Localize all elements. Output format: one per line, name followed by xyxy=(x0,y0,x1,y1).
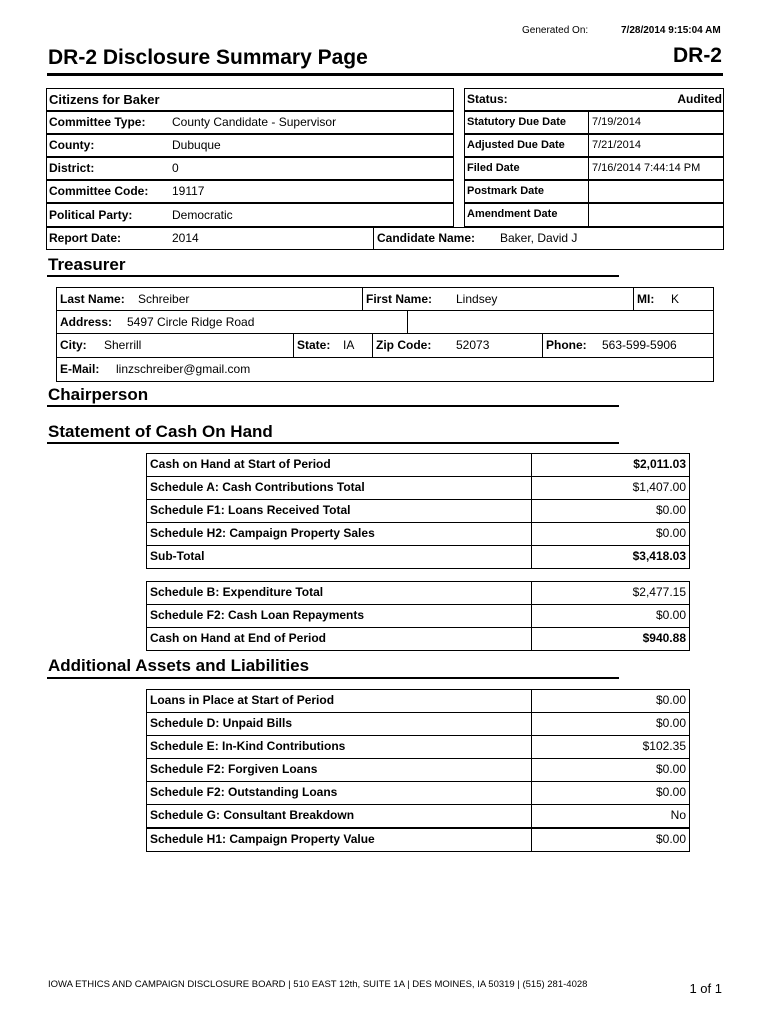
cash-row-value: $940.88 xyxy=(531,627,690,651)
assets-rule xyxy=(47,677,619,679)
row-county xyxy=(46,134,454,157)
filed-date-value: 7/16/2014 7:44:14 PM xyxy=(592,162,701,174)
postmark-value-cell xyxy=(588,180,724,203)
report-date-label: Report Date: xyxy=(49,231,122,245)
political-party-value: Democratic xyxy=(172,208,233,222)
zip-code-label: Zip Code: xyxy=(376,338,432,352)
cash-row-value: $0.00 xyxy=(531,604,690,628)
cash-row-label: Schedule H2: Campaign Property Sales xyxy=(146,522,532,546)
cash-row-label: Schedule F1: Loans Received Total xyxy=(146,499,532,523)
cash-row-label: Cash on Hand at End of Period xyxy=(146,627,532,651)
mi-value: K xyxy=(671,292,680,306)
county-label: County: xyxy=(49,138,95,152)
cash-row-label: Schedule F2: Cash Loan Repayments xyxy=(146,604,532,628)
candidate-name-label: Candidate Name: xyxy=(377,231,476,245)
form-code: DR-2 xyxy=(672,44,722,67)
generated-label: Generated On: xyxy=(522,25,589,36)
cash-row-value: $3,418.03 xyxy=(531,545,690,569)
assets-row-value: $0.00 xyxy=(531,689,690,713)
chairperson-rule xyxy=(47,405,619,407)
treasurer-div-c xyxy=(407,310,408,333)
generated-value: 7/28/2014 9:15:04 AM xyxy=(621,25,721,36)
state-label: State: xyxy=(297,338,331,352)
committee-code-label: Committee Code: xyxy=(49,184,149,198)
cash-rule xyxy=(47,442,619,444)
county-value: Dubuque xyxy=(172,138,221,152)
treasurer-div-d xyxy=(293,333,294,357)
cash-row-value: $1,407.00 xyxy=(531,476,690,500)
zip-code-value: 52073 xyxy=(456,338,490,352)
amendment-date-label: Amendment Date xyxy=(467,208,558,220)
city-label: City: xyxy=(60,338,87,352)
cash-row-label: Sub-Total xyxy=(146,545,532,569)
assets-row-label: Schedule D: Unpaid Bills xyxy=(146,712,532,736)
phone-label: Phone: xyxy=(546,338,587,352)
treasurer-div-a xyxy=(362,287,363,310)
status-label: Status: xyxy=(467,92,508,106)
assets-row-value: No xyxy=(531,804,690,828)
city-value: Sherrill xyxy=(104,338,142,352)
last-name-value: Schreiber xyxy=(138,292,190,306)
district-label: District: xyxy=(49,161,95,175)
treasurer-line-1 xyxy=(56,310,714,311)
treasurer-rule xyxy=(47,275,619,277)
address-label: Address: xyxy=(60,315,113,329)
cash-row-value: $2,477.15 xyxy=(531,581,690,605)
assets-row-value: $0.00 xyxy=(531,828,690,852)
treasurer-line-3 xyxy=(56,357,714,358)
assets-heading: Additional Assets and Liabilities xyxy=(48,656,310,675)
cash-row-value: $0.00 xyxy=(531,499,690,523)
committee-code-value: 19117 xyxy=(172,184,205,198)
address-value: 5497 Circle Ridge Road xyxy=(127,315,255,329)
assets-row-value: $0.00 xyxy=(531,758,690,782)
assets-row-value: $102.35 xyxy=(531,735,690,759)
committee-name: Citizens for Baker xyxy=(49,92,160,107)
page-title: DR-2 Disclosure Summary Page xyxy=(48,46,368,69)
chairperson-heading: Chairperson xyxy=(48,385,149,404)
first-name-value: Lindsey xyxy=(456,292,498,306)
committee-type-label: Committee Type: xyxy=(49,115,146,129)
statutory-due-label: Statutory Due Date xyxy=(467,116,567,128)
report-date-value: 2014 xyxy=(172,231,199,245)
filed-date-label: Filed Date xyxy=(467,162,520,174)
adjusted-due-label: Adjusted Due Date xyxy=(467,139,565,151)
email-value: linzschreiber@gmail.com xyxy=(116,362,251,376)
postmark-date-label: Postmark Date xyxy=(467,185,545,197)
footer-address: IOWA ETHICS AND CAMPAIGN DISCLOSURE BOARD | 510 EAST 12th, SUITE 1A | DES MOINES, IA 50319 | (515) 281-4028 xyxy=(48,979,588,990)
status-value: Audited xyxy=(677,92,722,106)
page-number: 1 of 1 xyxy=(689,981,722,996)
cash-row-label: Schedule B: Expenditure Total xyxy=(146,581,532,605)
political-party-label: Political Party: xyxy=(49,208,133,222)
cash-row-label: Schedule A: Cash Contributions Total xyxy=(146,476,532,500)
treasurer-div-b xyxy=(633,287,634,310)
last-name-label: Last Name: xyxy=(60,292,125,306)
committee-type-value: County Candidate - Supervisor xyxy=(172,115,337,129)
assets-row-label: Schedule H1: Campaign Property Value xyxy=(146,828,532,852)
cash-row-value: $2,011.03 xyxy=(531,453,690,477)
cash-heading: Statement of Cash On Hand xyxy=(48,422,273,441)
assets-row-label: Loans in Place at Start of Period xyxy=(146,689,532,713)
treasurer-heading: Treasurer xyxy=(48,255,126,274)
phone-value: 563-599-5906 xyxy=(602,338,677,352)
cash-row-value: $0.00 xyxy=(531,522,690,546)
treasurer-line-2 xyxy=(56,333,714,334)
state-value: IA xyxy=(343,338,355,352)
treasurer-div-e xyxy=(372,333,373,357)
cash-row-label: Cash on Hand at Start of Period xyxy=(146,453,532,477)
mi-label: MI: xyxy=(637,292,655,306)
amendment-value-cell xyxy=(588,203,724,227)
row-district xyxy=(46,157,454,180)
district-value: 0 xyxy=(172,161,179,175)
title-rule xyxy=(47,73,723,76)
adjusted-due-value: 7/21/2014 xyxy=(592,139,641,151)
first-name-label: First Name: xyxy=(366,292,433,306)
report-divider xyxy=(373,227,374,250)
email-label: E-Mail: xyxy=(60,362,100,376)
assets-row-value: $0.00 xyxy=(531,712,690,736)
assets-row-label: Schedule F2: Outstanding Loans xyxy=(146,781,532,805)
treasurer-div-f xyxy=(542,333,543,357)
assets-row-value: $0.00 xyxy=(531,781,690,805)
statutory-due-value: 7/19/2014 xyxy=(592,116,641,128)
assets-row-label: Schedule E: In-Kind Contributions xyxy=(146,735,532,759)
assets-row-label: Schedule F2: Forgiven Loans xyxy=(146,758,532,782)
candidate-name-value: Baker, David J xyxy=(500,231,578,245)
assets-row-label: Schedule G: Consultant Breakdown xyxy=(146,804,532,828)
